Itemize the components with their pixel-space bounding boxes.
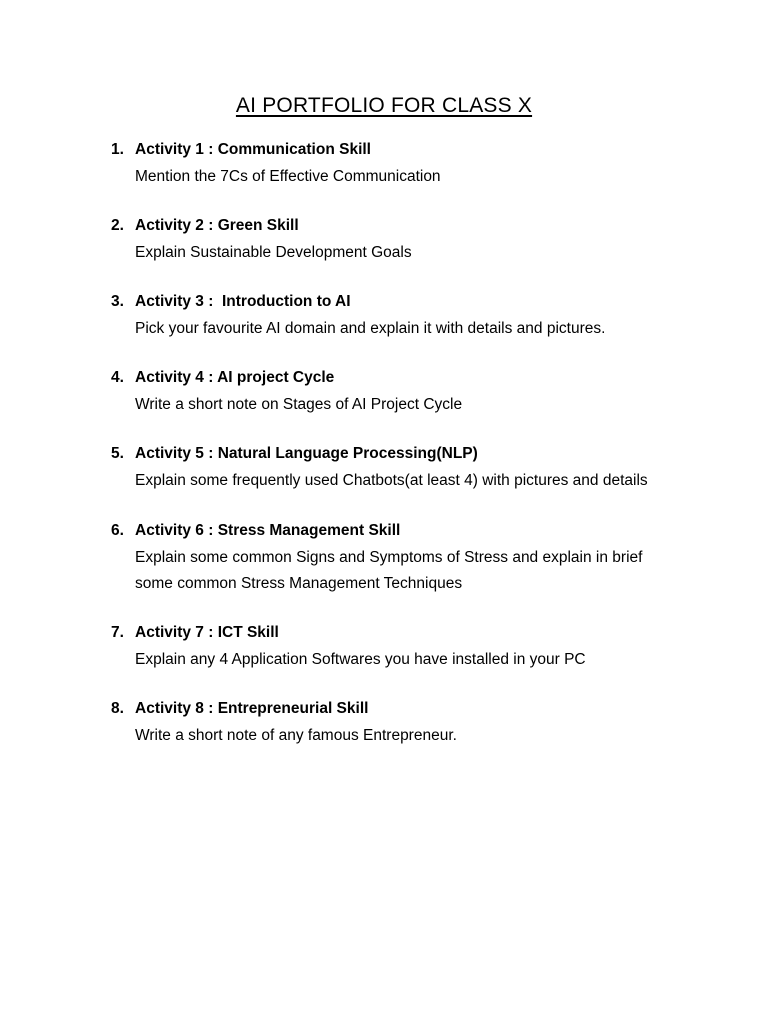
activity-description: Explain any 4 Application Softwares you have installed in your PC xyxy=(135,651,586,668)
activity-number: 8. xyxy=(111,700,124,717)
activity-description: Mention the 7Cs of Effective Communication xyxy=(135,168,441,185)
activity-heading: Activity 6 : Stress Management Skill xyxy=(135,522,401,539)
activity-heading: Activity 4 : AI project Cycle xyxy=(135,369,335,386)
activity-number: 5. xyxy=(111,445,124,462)
activity-heading: Activity 5 : Natural Language Processing(NLP) xyxy=(135,445,478,462)
activity-description: Write a short note on Stages of AI Project Cycle xyxy=(135,396,463,413)
activity-heading: Activity 1 : Communication Skill xyxy=(135,141,371,158)
activity-description: Explain Sustainable Development Goals xyxy=(135,244,412,261)
activity-heading: Activity 8 : Entrepreneurial Skill xyxy=(135,700,369,717)
activity-number: 2. xyxy=(111,217,124,234)
activity-description: Explain some common Signs and Symptoms of Stress and explain in brief some common Stress Management Techniques xyxy=(135,549,643,592)
document-title: AI PORTFOLIO FOR CLASS X xyxy=(235,94,533,117)
activity-heading: Activity 7 : ICT Skill xyxy=(135,624,279,641)
activity-number: 6. xyxy=(111,522,124,539)
activity-heading: Activity 3 : Introduction to AI xyxy=(135,293,351,310)
activity-description: Pick your favourite AI domain and explain it with details and pictures. xyxy=(135,320,606,337)
activity-number: 7. xyxy=(111,624,124,641)
activity-description: Explain some frequently used Chatbots(at least 4) with pictures and details xyxy=(135,472,648,489)
activity-heading: Activity 2 : Green Skill xyxy=(135,217,299,234)
activity-description: Write a short note of any famous Entrepreneur. xyxy=(135,727,457,744)
activity-number: 4. xyxy=(111,369,124,386)
activity-number: 3. xyxy=(111,293,124,310)
activity-number: 1. xyxy=(111,141,124,158)
